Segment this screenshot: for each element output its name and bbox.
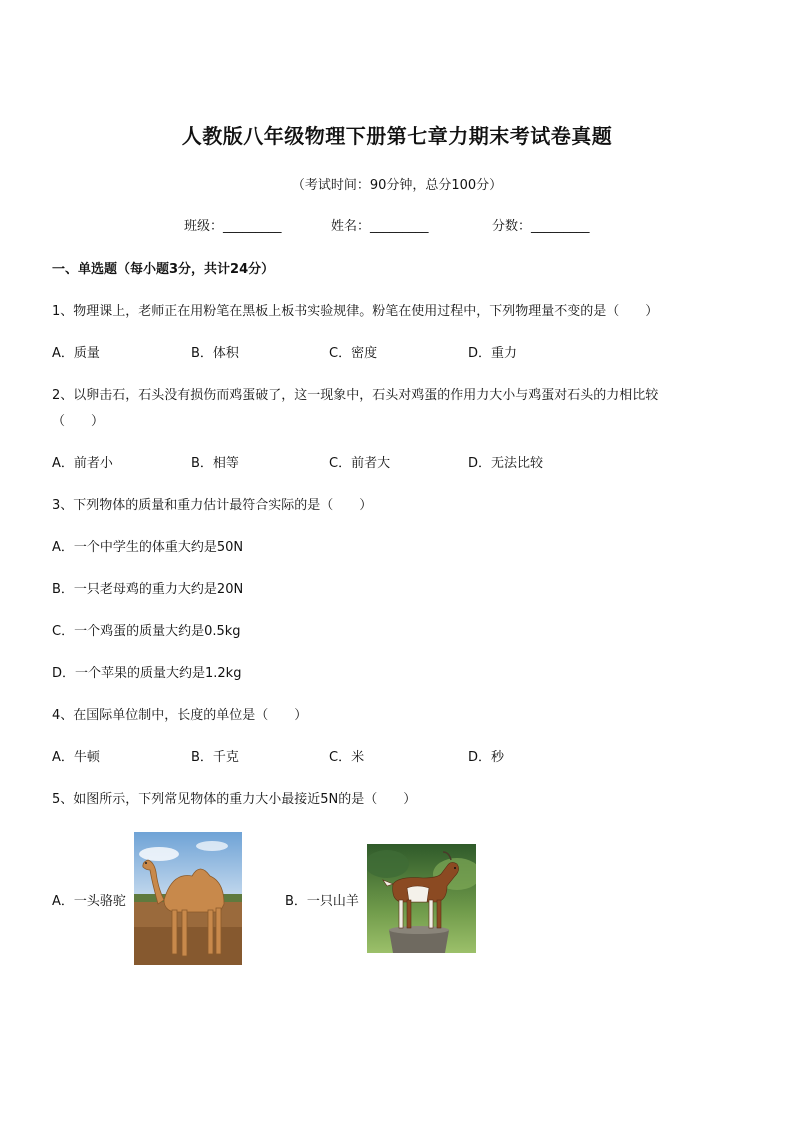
score-field: 分数：_________ <box>492 219 590 234</box>
question-4: 4、在国际单位制中，长度的单位是（ ） <box>52 708 308 723</box>
camel-illustration <box>134 832 242 965</box>
q1-option-a: A．质量 <box>52 346 100 361</box>
question-2: 2、以卵击石，石头没有损伤而鸡蛋破了，这一现象中，石头对鸡蛋的作用力大小与鸡蛋对石头的力相比较 <box>52 388 659 403</box>
q1-option-c: C．密度 <box>329 346 378 361</box>
class-field: 班级：_________ <box>184 219 282 234</box>
q1-option-b: B．体积 <box>191 346 239 361</box>
q2-option-d: D．无法比较 <box>468 456 544 471</box>
q2-option-a: A．前者小 <box>52 456 113 471</box>
q3-option-d: D．一个苹果的质量大约是1.2kg <box>52 666 242 681</box>
exam-subtitle: （考试时间：90分钟，总分100分） <box>291 178 503 193</box>
question-5: 5、如图所示，下列常见物体的重力大小最接近5N的是（ ） <box>52 792 417 807</box>
goat-image <box>367 844 476 953</box>
q4-option-a: A．牛顿 <box>52 750 100 765</box>
q4-option-c: C．米 <box>329 750 365 765</box>
q1-option-d: D．重力 <box>468 346 518 361</box>
q4-option-d: D．秒 <box>468 750 505 765</box>
section-heading: 一、单选题（每小题3分，共计24分） <box>52 262 275 277</box>
q2-option-c: C．前者大 <box>329 456 391 471</box>
q3-option-c: C．一个鸡蛋的质量大约是0.5kg <box>52 624 241 639</box>
goat-illustration <box>367 844 476 953</box>
question-3: 3、下列物体的质量和重力估计最符合实际的是（ ） <box>52 498 373 513</box>
q3-option-b: B．一只老母鸡的重力大约是20N <box>52 582 244 597</box>
camel-image <box>134 832 242 965</box>
q4-option-b: B．千克 <box>191 750 239 765</box>
q5-option-a: A．一头骆驼 <box>52 894 126 909</box>
name-field: 姓名：_________ <box>331 219 429 234</box>
q3-option-a: A．一个中学生的体重大约是50N <box>52 540 244 555</box>
question-1: 1、物理课上，老师正在用粉笔在黑板上板书实验规律。粉笔在使用过程中，下列物理量不变的是（ ） <box>52 304 659 319</box>
q2-option-b: B．相等 <box>191 456 239 471</box>
question-2-bracket: （ ） <box>52 414 105 429</box>
q5-option-b: B．一只山羊 <box>285 894 359 909</box>
exam-title: 人教版八年级物理下册第七章力期末考试卷真题 <box>181 124 613 148</box>
